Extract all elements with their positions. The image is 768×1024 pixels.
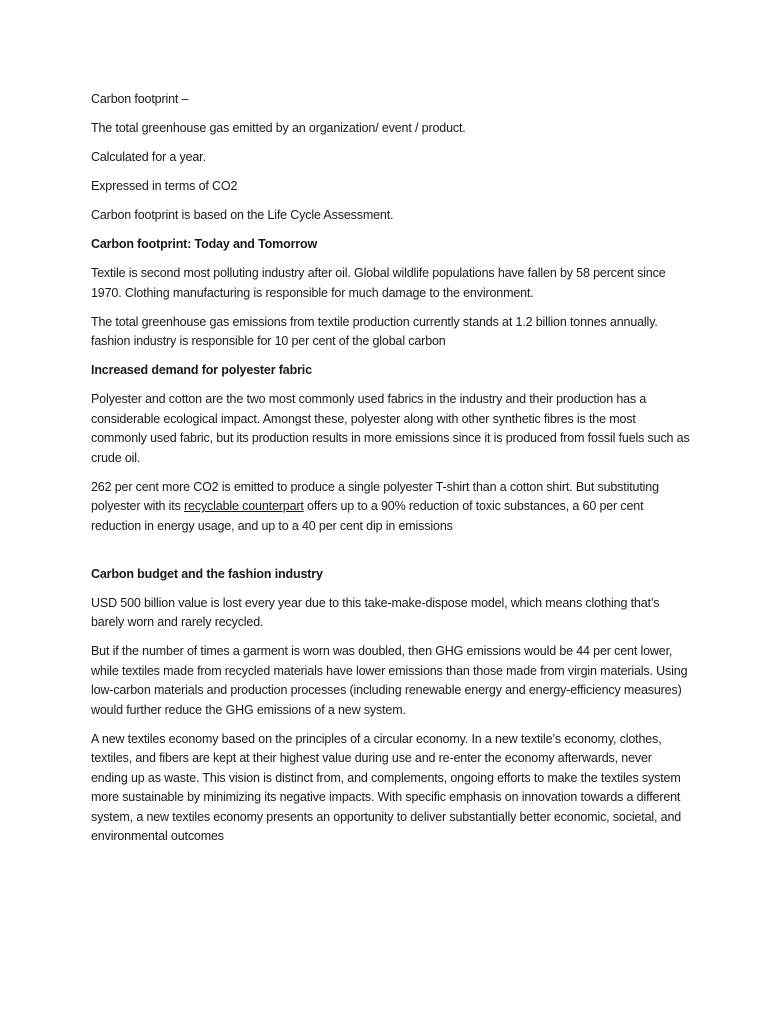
- paragraph-expressed: Expressed in terms of CO2: [91, 179, 238, 193]
- heading-polyester-demand: Increased demand for polyester fabric: [91, 363, 312, 377]
- paragraph-co2-text-end: offers up to a 90% reduction of toxic substances, a 60 per cent reduction in energy usage, and up to a 40 per cent dip in emissions: [91, 499, 644, 533]
- paragraph-circular-economy: A new textiles economy based on the principles of a circular economy. In a new textile’s economy, clothes, textiles, and fibers are kept at their highest value during use and re-enter the economy afterwards, never ending up as waste. This vision is distinct from, and complements, ongoing efforts to make the textiles system more sustainable by minimizing its negative impacts. With specific emphasis on innovation towards a different system, a new textiles economy presents an opportunity to deliver substantially better economic, societal, and environmental outcomes: [91, 731, 682, 843]
- document-body: [91, 90, 691, 856]
- heading-today-tomorrow: Carbon footprint: Today and Tomorrow: [91, 237, 318, 251]
- paragraph-ghg-emissions: The total greenhouse gas emissions from textile production currently stands at 1.2 billion tonnes annually. fashion industry is responsible for 10 per cent of the global carbon: [91, 314, 658, 348]
- paragraph-polyester-cotton: Polyester and cotton are the two most commonly used fabrics in the industry and their production has a considerable ecological impact. Amongst these, polyester along with other synthetic fibres is the most commonly used fabric, but its production results in more emissions since it is produced from fossil fuels such as crude oil.: [91, 392, 690, 465]
- paragraph-calculated: Calculated for a year.: [91, 150, 206, 164]
- paragraph-carbon-footprint-title: Carbon footprint –: [91, 92, 189, 106]
- paragraph-usd-lost: USD 500 billion value is lost every year due to this take-make-dispose model, which means clothing that’s barely worn and rarely recycled.: [91, 595, 660, 629]
- heading-carbon-budget: Carbon budget and the fashion industry: [91, 566, 323, 581]
- paragraph-garment-worn: But if the number of times a garment is worn was doubled, then GHG emissions would be 44 per cent lower, while textiles made from recycled materials have lower emissions than those made from virgin materials. Using low-carbon materials and production processes (including renewable energy and energy-efficiency measures) would further reduce the GHG emissions of a new system.: [91, 644, 688, 717]
- paragraph-polluting-industry: Textile is second most polluting industry after oil. Global wildlife populations have fallen by 58 percent since 1970. Clothing manufacturing is responsible for much damage to the environment.: [91, 266, 666, 300]
- blank-line: [91, 546, 691, 565]
- paragraph-co2-polyester: [91, 478, 691, 537]
- recyclable-counterpart-link[interactable]: recyclable counterpart: [184, 499, 304, 513]
- paragraph-lca: Carbon footprint is based on the Life Cycle Assessment.: [91, 208, 394, 222]
- paragraph-definition: The total greenhouse gas emitted by an organization/ event / product.: [91, 121, 466, 135]
- paragraph-co2-text-start: 262 per cent more CO2 is emitted to produce a single polyester T-shirt than a cotton shirt. But substituting polyester with its: [91, 479, 659, 513]
